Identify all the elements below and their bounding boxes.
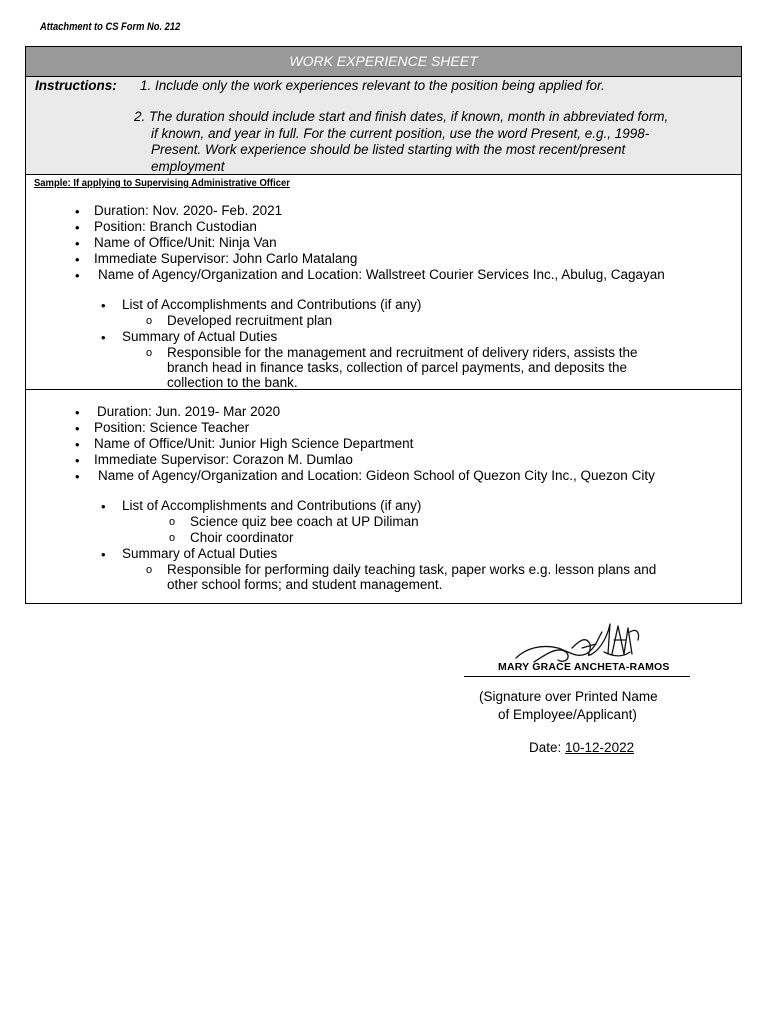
entry-1-duty-line: collection to the bank. xyxy=(167,375,298,390)
bullet-icon: • xyxy=(75,421,80,436)
bullet-icon: • xyxy=(75,453,80,468)
entry-1-duration: Duration: Nov. 2020- Feb. 2021 xyxy=(94,203,283,218)
bullet-icon: • xyxy=(75,220,80,235)
bullet-icon: • xyxy=(75,437,80,452)
date-label: Date: xyxy=(529,740,566,755)
instruction-item-2: 2. The duration should include start and finish dates, if known, month in abbreviated form, if known, and year in full. For the current position, use the word Present, e.g., 1998- Present. Work experience should be listed starting with the most recent/present employment xyxy=(134,109,669,174)
bullet-icon: • xyxy=(101,499,106,514)
entry-2-accomplishment: Choir coordinator xyxy=(190,530,294,545)
instructions-box xyxy=(26,77,741,175)
entry-2-duty-line: other school forms; and student management. xyxy=(167,577,443,592)
instructions-label: Instructions: xyxy=(35,78,117,93)
entry-2-duration: Duration: Jun. 2019- Mar 2020 xyxy=(97,404,281,419)
entry-1-accomplishment: Developed recruitment plan xyxy=(167,313,333,328)
instruction-item-1: 1. Include only the work experiences relevant to the position being applied for. xyxy=(140,78,605,93)
bullet-icon: • xyxy=(101,330,106,345)
entry-divider xyxy=(26,389,741,390)
bullet-icon: • xyxy=(75,268,80,283)
signature-line xyxy=(464,676,690,677)
form-attachment-label: Attachment to CS Form No. 212 xyxy=(40,21,181,33)
bullet-icon: • xyxy=(75,405,80,420)
sub-bullet-icon: o xyxy=(169,532,176,544)
entry-2-agency: Name of Agency/Organization and Location: Gideon School of Quezon City Inc., Quezon City xyxy=(98,468,655,483)
entry-2-position: Position: Science Teacher xyxy=(94,420,250,435)
entry-1-duties-label: Summary of Actual Duties xyxy=(122,329,278,344)
entry-1-supervisor: Immediate Supervisor: John Carlo Matalang xyxy=(94,251,358,266)
entry-2-duties-label: Summary of Actual Duties xyxy=(122,546,278,561)
sub-bullet-icon: o xyxy=(146,564,153,576)
bullet-icon: • xyxy=(75,204,80,219)
entry-1-office: Name of Office/Unit: Ninja Van xyxy=(94,235,277,250)
entry-1-duty-line: Responsible for the management and recruitment of delivery riders, assists the xyxy=(167,345,638,360)
bullet-icon: • xyxy=(101,547,106,562)
signatory-name: MARY GRACE ANCHETA-RAMOS xyxy=(498,661,670,673)
signature-caption: (Signature over Printed Name of Employee/Applicant) xyxy=(479,689,658,722)
entry-1-position: Position: Branch Custodian xyxy=(94,219,257,234)
sheet-title: WORK EXPERIENCE SHEET xyxy=(26,47,741,77)
entry-1-agency: Name of Agency/Organization and Location: Wallstreet Courier Services Inc., Abulug, Cagayan xyxy=(98,267,665,282)
entry-2-office: Name of Office/Unit: Junior High Science Department xyxy=(94,436,414,451)
sub-bullet-icon: o xyxy=(169,516,176,528)
bullet-icon: • xyxy=(75,469,80,484)
entry-2-duty-line: Responsible for performing daily teaching task, paper works e.g. lesson plans and xyxy=(167,562,657,577)
signature-date xyxy=(529,740,634,755)
entry-2-accomplishment: Science quiz bee coach at UP Diliman xyxy=(190,514,419,529)
sub-bullet-icon: o xyxy=(146,315,153,327)
sub-bullet-icon: o xyxy=(146,347,153,359)
bullet-icon: • xyxy=(101,298,106,313)
entry-2-supervisor: Immediate Supervisor: Corazon M. Dumlao xyxy=(94,452,353,467)
date-value: 10-12-2022 xyxy=(565,740,635,755)
entry-1-duty-line: branch head in finance tasks, collection of parcel payments, and deposits the xyxy=(167,360,628,375)
sample-heading: Sample: If applying to Supervising Administrative Officer xyxy=(34,177,290,189)
bullet-icon: • xyxy=(75,236,80,251)
entry-1-accomplishments-label: List of Accomplishments and Contributions (if any) xyxy=(122,297,422,312)
bullet-icon: • xyxy=(75,252,80,267)
work-experience-sheet xyxy=(25,46,742,604)
entry-2-accomplishments-label: List of Accomplishments and Contributions (if any) xyxy=(122,498,422,513)
